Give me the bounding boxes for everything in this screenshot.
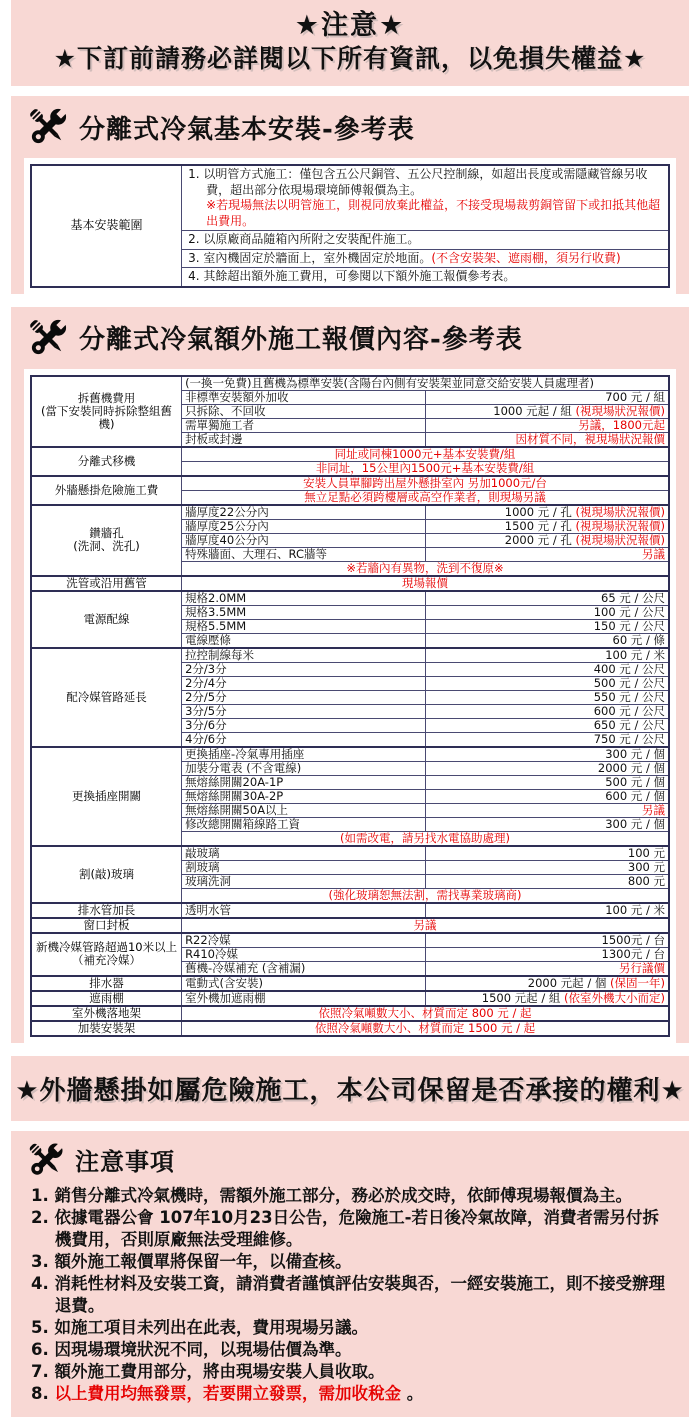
price-cell <box>425 947 669 961</box>
price-cell <box>425 505 669 520</box>
item-cell: 規格3.5MM <box>182 605 426 619</box>
text: 2. 以原廠商品隨箱內所附之安裝配件施工。 <box>188 232 420 246</box>
notes-section <box>11 1131 689 1417</box>
price-cell <box>425 933 669 948</box>
text: 1. 以明管方式施工：僅包含五公尺銅管、五公尺控制線，如超出長度或需隱藏管線另收費，超出部分依現場環境師傅報價為主。 <box>188 167 648 197</box>
price-cell <box>425 648 669 663</box>
table-row <box>31 903 669 918</box>
span-cell <box>182 831 669 846</box>
price-cell <box>425 547 669 561</box>
basic-install-table <box>30 164 670 288</box>
row-group-label <box>31 476 182 505</box>
item-cell: 2分/3分 <box>182 662 426 676</box>
price-cell <box>425 662 669 676</box>
text: 700 元 / 組 <box>605 389 665 404</box>
price-cell <box>425 690 669 704</box>
red-text: (視現場狀況報價) <box>575 403 665 418</box>
item-cell: 4分/6分 <box>182 732 426 747</box>
label-line: 分離式移機 <box>77 453 136 468</box>
row-group-label <box>31 846 182 903</box>
item-cell: 非標準安裝額外加收 <box>182 390 426 404</box>
text: 1000 元 / 孔 <box>504 504 576 519</box>
banner-subtitle: ★下訂前請務必詳閱以下所有資訊，以免損失權益★ <box>53 44 647 73</box>
item-cell: 割玻璃 <box>182 860 426 874</box>
item-cell: 玻璃洗洞 <box>182 874 426 888</box>
span-cell <box>182 561 669 576</box>
span-cell <box>182 1021 669 1036</box>
price-cell <box>425 519 669 533</box>
row-group-label <box>31 747 182 846</box>
tools-icon <box>25 315 71 361</box>
text: (一換一免費)且舊機為標準安裝(含陽台內側有安裝架並同意交給安裝人員處理者) <box>185 375 595 390</box>
red-text: 現場報價 <box>402 575 449 590</box>
item-cell: 透明水管 <box>182 903 426 918</box>
price-cell <box>425 775 669 789</box>
item-cell: 無熔絲開關20A-1P <box>182 775 426 789</box>
red-text: 同址或同棟1000元+基本安裝費/組 <box>334 446 516 461</box>
red-text: (強化玻璃恕無法割，需找專業玻璃商) <box>328 887 522 902</box>
red-text: 依照冷氣噸數大小、材質而定 800 元 / 起 <box>318 1005 532 1020</box>
table-row <box>31 505 669 520</box>
row-group-label <box>31 933 182 976</box>
note-number: 8. <box>31 1383 55 1403</box>
table-container <box>24 158 676 294</box>
red-text: 以上費用均無發票，若要開立發票，需加收稅金 <box>54 1383 401 1403</box>
label-line: 遮雨棚 <box>89 990 124 1005</box>
label-line: 配冷媒管路延長 <box>66 689 147 704</box>
section-head <box>11 307 689 363</box>
price-cell <box>425 390 669 404</box>
table-row <box>31 591 669 606</box>
note-item <box>31 1251 671 1273</box>
basic-install-section <box>11 96 689 294</box>
item-cell: 電線壓條 <box>182 633 426 648</box>
content-cell <box>182 268 669 287</box>
price-cell <box>425 874 669 888</box>
price-cell <box>425 605 669 619</box>
extra-works-table <box>30 375 670 1037</box>
text: 150 元 / 公尺 <box>593 618 665 633</box>
red-text: ※若牆內有異物，洗到不復原※ <box>346 560 504 575</box>
span-cell <box>182 476 669 491</box>
label-line: 割(敲)玻璃 <box>79 866 135 881</box>
note-item <box>31 1273 671 1317</box>
banner-title: ★外牆懸掛如屬危險施工，本公司保留是否承接的權利★ <box>15 1075 685 1106</box>
content-line <box>188 198 662 229</box>
table-row <box>31 846 669 861</box>
red-text: 另議 <box>642 546 665 561</box>
note-number: 7. <box>31 1361 55 1381</box>
text: 500 元 / 公尺 <box>593 675 665 690</box>
table-row <box>31 447 669 462</box>
table-row <box>31 747 669 762</box>
price-cell <box>425 961 669 976</box>
item-cell: 牆厚度25公分內 <box>182 519 426 533</box>
item-cell: 牆厚度22公分內 <box>182 505 426 520</box>
text: 800 元 <box>627 873 665 888</box>
red-text: 另議，1800元起 <box>578 417 665 432</box>
row-group-label: 基本安裝範圍 <box>31 165 182 287</box>
item-cell: 2分/5分 <box>182 690 426 704</box>
item-cell: 修改總開關箱線路工資 <box>182 817 426 831</box>
label-line: 室外機落地架 <box>72 1005 142 1020</box>
row-group-label <box>31 918 182 933</box>
label-line: 洗管或沿用舊管 <box>66 575 147 590</box>
content-line <box>188 232 662 248</box>
text: 600 元 / 公尺 <box>593 703 665 718</box>
item-cell: 無熔絲開關50A以上 <box>182 803 426 817</box>
price-cell <box>425 619 669 633</box>
tools-icon <box>25 104 71 150</box>
item-cell: 加裝分電表 (不含電線) <box>182 761 426 775</box>
red-text: 無立足點必須跨樓層或高空作業者，則現場另議 <box>304 489 546 504</box>
item-cell: R22冷媒 <box>182 933 426 948</box>
text: 2000 元起 / 個 <box>527 975 611 990</box>
text: 1000 元起 / 組 <box>493 403 576 418</box>
text: 550 元 / 公尺 <box>593 689 665 704</box>
label-line: 新機冷媒管路超過10米以上 <box>35 940 178 954</box>
text: 。 <box>401 1383 424 1403</box>
price-cell <box>425 633 669 648</box>
row-group-label <box>31 903 182 918</box>
price-cell <box>425 704 669 718</box>
text: 750 元 / 公尺 <box>593 731 665 746</box>
section-title: 分離式冷氣額外施工報價內容-參考表 <box>79 325 523 355</box>
text: 650 元 / 公尺 <box>593 717 665 732</box>
item-cell: 封板或封邊 <box>182 432 426 447</box>
price-cell <box>425 846 669 861</box>
price-cell <box>425 732 669 747</box>
label-line: 加裝安裝架 <box>77 1020 136 1035</box>
red-text: (視現場狀況報價) <box>575 518 665 533</box>
span-cell <box>182 576 669 591</box>
notes-list <box>25 1185 675 1417</box>
danger-work-banner <box>11 1056 689 1121</box>
red-text: ※若現場無法以明管施工，則視同放棄此權益，不接受現場裁剪銅管留下或扣抵其他超出費用。 <box>206 198 661 228</box>
table-row <box>31 1021 669 1036</box>
row-group-label <box>31 376 182 447</box>
table-row <box>31 918 669 933</box>
note-item <box>31 1317 671 1339</box>
banner-title: ★注意★ <box>294 10 406 41</box>
section-head <box>11 1131 689 1183</box>
label-line: 拆舊機費用 <box>77 390 136 405</box>
red-text: 另議 <box>642 802 665 817</box>
table-row <box>31 576 669 591</box>
item-cell: 只拆除、不回收 <box>182 404 426 418</box>
row-group-label <box>31 505 182 576</box>
table-row <box>31 1006 669 1021</box>
red-text: 非同址，15公里內1500元+基本安裝費/組 <box>315 460 535 475</box>
text: 因現場環境狀況不同，以現場估價為準。 <box>54 1339 352 1359</box>
text: 100 元 <box>627 845 665 860</box>
red-text: (視現場狀況報價) <box>575 532 665 547</box>
price-cell <box>425 718 669 732</box>
label-line: 更換插座開關 <box>72 788 142 803</box>
item-cell: 拉控制線每米 <box>182 648 426 663</box>
red-text: 安裝人員單腳跨出屋外懸掛室內 另加1000元/台 <box>303 475 547 490</box>
section-head <box>11 96 689 152</box>
text: 300 元 / 個 <box>605 746 665 761</box>
red-text: 另行議價 <box>619 960 665 975</box>
item-cell: 更換插座-冷氣專用插座 <box>182 747 426 762</box>
price-cell <box>425 803 669 817</box>
span-cell <box>182 461 669 476</box>
red-text: (依室外機大小而定) <box>564 990 665 1005</box>
item-cell: 電動式(含安裝) <box>182 976 426 991</box>
price-cell <box>425 747 669 762</box>
item-cell: 敲玻璃 <box>182 846 426 861</box>
span-cell <box>182 888 669 903</box>
content-line <box>188 251 662 267</box>
note-item <box>31 1207 671 1251</box>
top-warning-banner <box>11 0 689 86</box>
content-cell <box>182 231 669 250</box>
note-item <box>31 1185 671 1207</box>
label-line: (當下安裝同時拆除整組舊機) <box>41 403 173 431</box>
text: 1300元 / 台 <box>601 946 665 961</box>
item-cell: 特殊牆面、大理石、RC牆等 <box>182 547 426 561</box>
red-text: (如需改電，請另找水電協助處理) <box>340 830 511 845</box>
item-cell: 3分/6分 <box>182 718 426 732</box>
label-line: 電源配線 <box>83 611 130 626</box>
table-row <box>31 933 669 948</box>
note-number: 6. <box>31 1339 55 1359</box>
content-line <box>188 167 662 198</box>
label-line: 鑽牆孔 <box>89 526 124 540</box>
span-cell <box>182 490 669 505</box>
text: 60 元 / 條 <box>612 632 665 647</box>
price-cell <box>425 591 669 606</box>
price-cell <box>425 860 669 874</box>
content-cell <box>182 165 669 231</box>
note-item <box>31 1339 671 1361</box>
item-cell: 無熔絲開關30A-2P <box>182 789 426 803</box>
row-group-label <box>31 447 182 476</box>
span-cell <box>182 376 669 391</box>
item-cell: 牆厚度40公分內 <box>182 533 426 547</box>
item-cell: 室外機加遮雨棚 <box>182 991 426 1006</box>
label-line: 窗口封板 <box>83 917 130 932</box>
price-cell <box>425 418 669 432</box>
table-row <box>31 648 669 663</box>
row-group-label <box>31 1021 182 1036</box>
red-text: 因材質不同，視現場狀況報價 <box>515 431 665 446</box>
text: 依據電器公會 107年10月23日公告，危險施工-若日後冷氣故障，消費者需另付拆機費用，否則原廠無法受理維修。 <box>54 1207 659 1249</box>
span-cell <box>182 1006 669 1021</box>
text: 1500 元起 / 組 <box>481 990 565 1005</box>
price-cell <box>425 817 669 831</box>
item-cell: 規格5.5MM <box>182 619 426 633</box>
text: 600 元 / 個 <box>605 788 665 803</box>
text: 300 元 <box>627 859 665 874</box>
label-line: 外牆懸掛危險施工費 <box>54 482 159 497</box>
content-line <box>188 269 662 285</box>
red-text: (保固一年) <box>610 975 665 990</box>
span-cell <box>182 918 669 933</box>
note-number: 3. <box>31 1251 55 1271</box>
item-cell: 3分/5分 <box>182 704 426 718</box>
text: 額外施工費用部分，將由現場安裝人員收取。 <box>54 1361 385 1381</box>
text: 1500元 / 台 <box>601 932 665 947</box>
table-row <box>31 376 669 391</box>
price-cell <box>425 976 669 991</box>
text: 100 元 / 米 <box>605 902 665 917</box>
red-text: (不含安裝架、遮雨棚，須另行收費) <box>431 250 621 265</box>
table-row <box>31 991 669 1006</box>
item-cell: 舊機-冷媒補充 (含補漏) <box>182 961 426 976</box>
row-group-label <box>31 648 182 747</box>
note-number: 1. <box>31 1185 55 1205</box>
text: 500 元 / 個 <box>605 774 665 789</box>
price-cell <box>425 533 669 547</box>
price-cell <box>425 903 669 918</box>
tools-icon <box>25 1139 67 1181</box>
text: 額外施工報價單將保留一年，以備查核。 <box>54 1251 352 1271</box>
item-cell: 規格2.0MM <box>182 591 426 606</box>
red-text: 另議 <box>413 917 437 932</box>
row-group-label <box>31 576 182 591</box>
note-item <box>31 1361 671 1383</box>
text: 65 元 / 公尺 <box>601 590 665 605</box>
item-cell: 需單獨施工者 <box>182 418 426 432</box>
price-cell <box>425 789 669 803</box>
text: 消耗性材料及安裝工資，請消費者謹慎評估安裝與否，一經安裝施工，則不接受辦理退費。 <box>54 1273 665 1315</box>
label-line: (洗洞、洗孔) <box>73 539 140 553</box>
text: 2000 元 / 個 <box>597 760 665 775</box>
row-group-label <box>31 976 182 991</box>
table-row <box>31 976 669 991</box>
price-cell <box>425 432 669 447</box>
text: 銷售分離式冷氣機時，需額外施工部分，務必於成交時，依師傅現場報價為主。 <box>54 1185 632 1205</box>
label-line: （補充冷媒） <box>72 953 142 967</box>
extra-works-section <box>11 307 689 1043</box>
content-cell <box>182 249 669 268</box>
text: 2000 元 / 孔 <box>504 532 576 547</box>
text: 300 元 / 個 <box>605 816 665 831</box>
label-line: 排水管加長 <box>77 902 136 917</box>
table-row <box>31 165 669 231</box>
text: 1500 元 / 孔 <box>504 518 576 533</box>
table-container <box>24 369 676 1043</box>
item-cell: 2分/4分 <box>182 676 426 690</box>
label-line: 排水器 <box>89 975 124 990</box>
row-group-label <box>31 991 182 1006</box>
note-number: 4. <box>31 1273 55 1293</box>
price-cell <box>425 676 669 690</box>
red-text: 依照冷氣噸數大小、材質而定 1500 元 / 起 <box>314 1020 536 1035</box>
text: 100 元 / 公尺 <box>593 604 665 619</box>
note-number: 5. <box>31 1317 55 1337</box>
text: 3. 室內機固定於牆面上，室外機固定於地面。 <box>188 250 432 265</box>
text: 100 元 / 米 <box>605 647 665 662</box>
row-group-label <box>31 1006 182 1021</box>
section-title: 注意事項 <box>75 1148 175 1176</box>
section-title: 分離式冷氣基本安裝-參考表 <box>79 114 415 145</box>
note-number: 2. <box>31 1207 55 1227</box>
text: 400 元 / 公尺 <box>593 661 665 676</box>
red-text: (視現場狀況報價) <box>575 504 665 519</box>
table-row <box>31 476 669 491</box>
price-cell <box>425 404 669 418</box>
price-cell <box>425 761 669 775</box>
item-cell: R410冷媒 <box>182 947 426 961</box>
text: 如施工項目未列出在此表，費用現場另議。 <box>54 1317 368 1337</box>
text: 4. 其餘超出額外施工費用，可參閱以下額外施工報價參考表。 <box>188 269 516 283</box>
span-cell <box>182 447 669 462</box>
row-group-label <box>31 591 182 648</box>
note-item <box>31 1383 671 1405</box>
price-cell <box>425 991 669 1006</box>
